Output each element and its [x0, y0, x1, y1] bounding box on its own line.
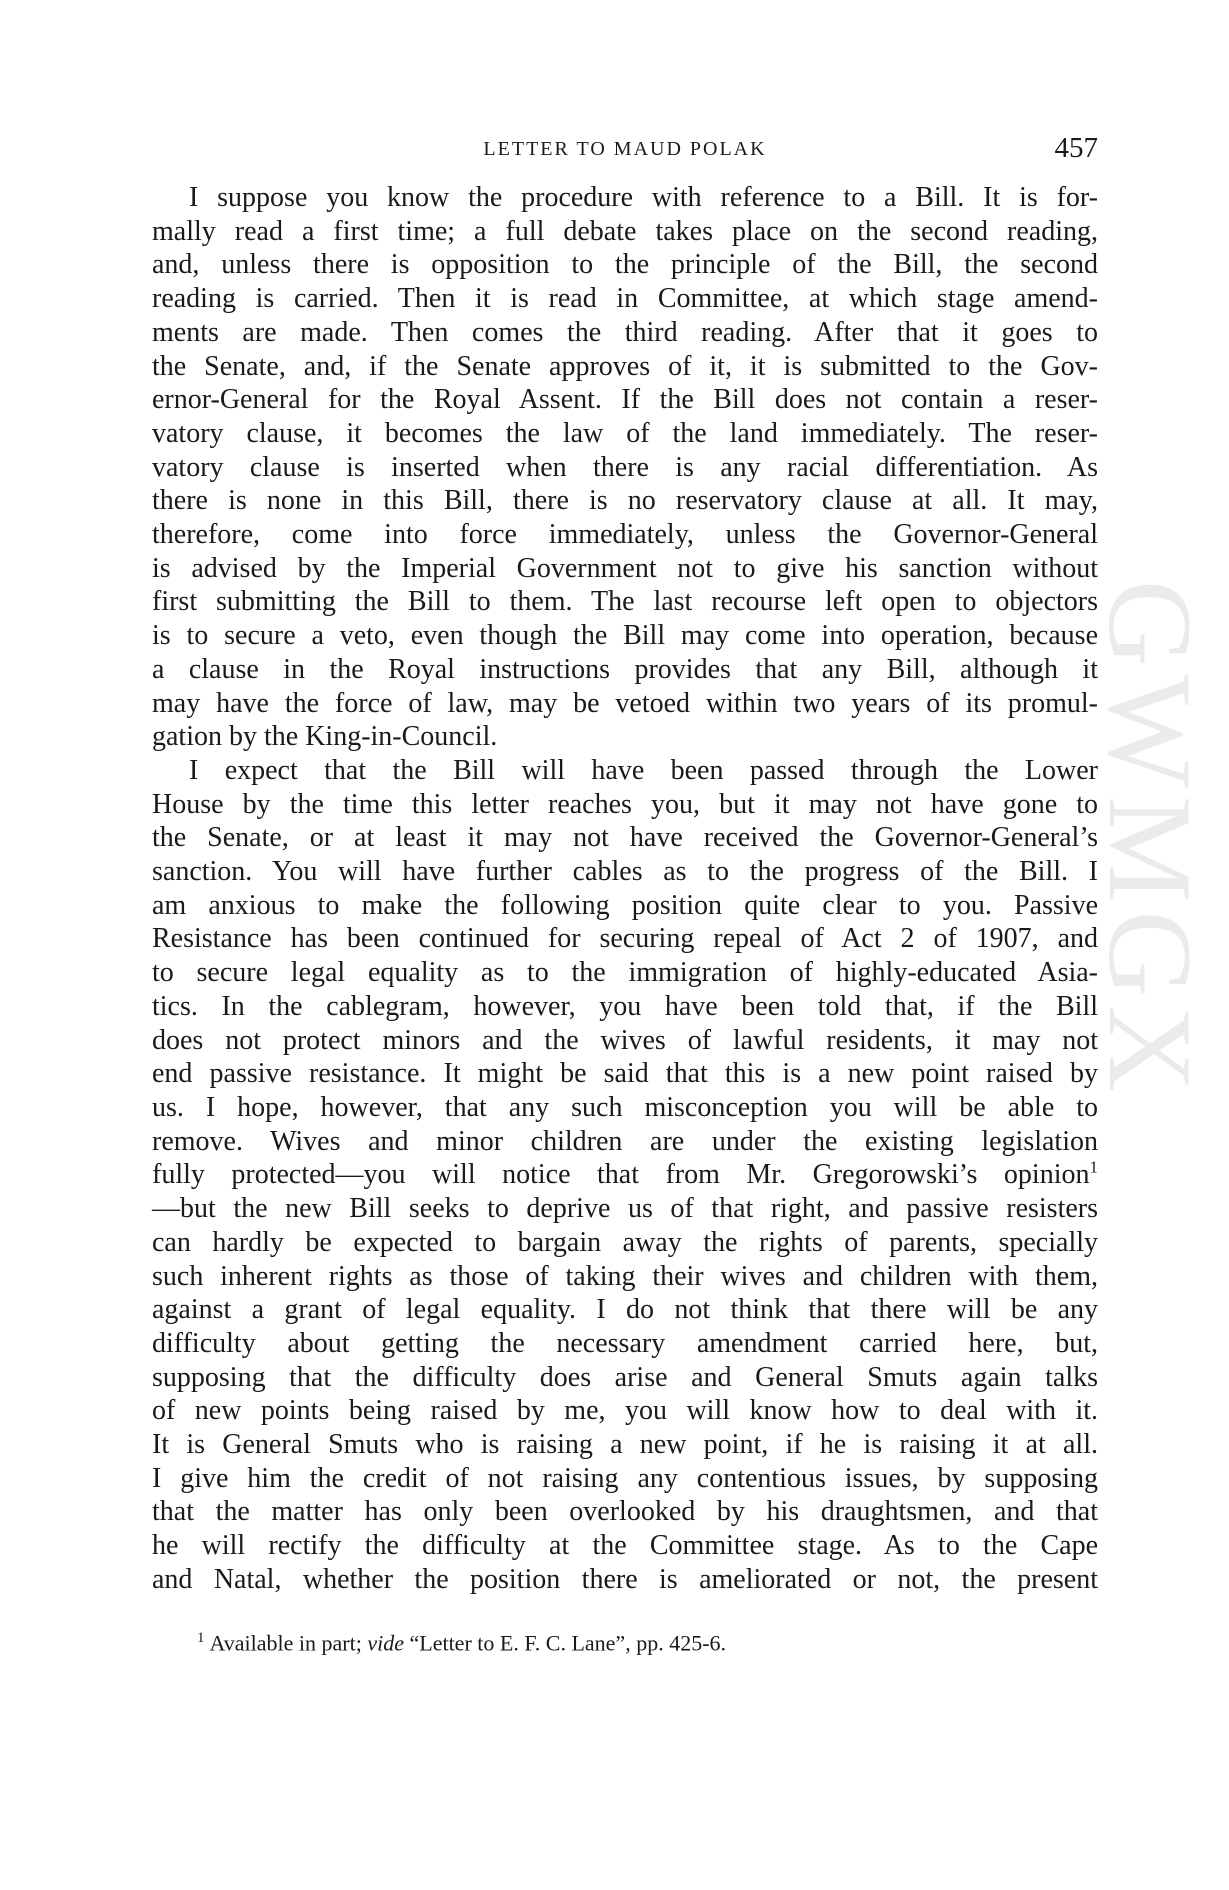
line-text: does not protect minors and the wives of lawful residents, it may not — [152, 1024, 1098, 1056]
line-text: such inherent rights as those of taking their wives and children with them, — [152, 1260, 1098, 1292]
line-text: therefore, come into force immediately, unless the Governor-General — [152, 519, 1098, 551]
line-text: there is none in this Bill, there is no reservatory clause at all. It may, — [152, 485, 1098, 517]
text-line — [152, 788, 1098, 822]
line-text: that the matter has only been overlooked by his draughtsmen, and that — [152, 1496, 1098, 1528]
text-line — [152, 1428, 1098, 1462]
page-header — [152, 132, 1098, 168]
text-line — [152, 1394, 1098, 1428]
text-line — [152, 383, 1098, 417]
text-line — [152, 350, 1098, 384]
line-text: supposing that the difficulty does arise and General Smuts again talks — [152, 1361, 1098, 1393]
line-text: may have the force of law, may be vetoed within two years of its promul- — [152, 687, 1098, 719]
line-text: against a grant of legal equality. I do not think that there will be any — [152, 1294, 1098, 1326]
footnote-mark: 1 — [197, 1630, 205, 1646]
footnote — [197, 1630, 726, 1656]
text-line — [152, 1125, 1098, 1159]
text-line — [152, 248, 1098, 282]
text-line — [152, 922, 1098, 956]
footnote-reference: 1 — [1089, 1158, 1098, 1178]
text-line — [152, 720, 1098, 754]
line-text: I suppose you know the procedure with reference to a Bill. It is for- — [189, 182, 1098, 213]
line-text: mally read a first time; a full debate takes place on the second reading, — [152, 215, 1098, 247]
line-text: fully protected—you will notice that from Mr. Gregorowski’s opinion — [152, 1159, 1090, 1191]
line-text: vatory clause, it becomes the law of the land immediately. The reser- — [152, 417, 1098, 449]
line-text: Resistance has been continued for securing repeal of Act 2 of 1907, and — [152, 923, 1098, 955]
text-line — [152, 1158, 1098, 1192]
line-text: us. I hope, however, that any such misconception you will be able to — [152, 1091, 1098, 1123]
line-text: and Natal, whether the position there is ameliorated or not, the present — [152, 1563, 1098, 1595]
line-text: a clause in the Royal instructions provides that any Bill, although it — [152, 653, 1098, 685]
line-text: It is General Smuts who is raising a new point, if he is raising it at all. — [152, 1429, 1098, 1461]
text-line — [152, 619, 1098, 653]
text-line — [152, 821, 1098, 855]
text-line — [152, 518, 1098, 552]
text-line — [152, 1529, 1098, 1563]
text-line — [152, 990, 1098, 1024]
line-text: can hardly be expected to bargain away the rights of parents, specially — [152, 1226, 1098, 1258]
text-line — [152, 1260, 1098, 1294]
line-text: tics. In the cablegram, however, you have been told that, if the Bill — [152, 990, 1098, 1022]
watermark: GWMGX — [1084, 580, 1217, 1100]
line-text: he will rectify the difficulty at the Committee stage. As to the Cape — [152, 1530, 1098, 1562]
text-line — [152, 316, 1098, 350]
text-line — [152, 484, 1098, 518]
line-text: am anxious to make the following position quite clear to you. Passive — [152, 889, 1098, 921]
line-text: remove. Wives and minor children are under the existing legislation — [152, 1125, 1098, 1157]
line-text: ments are made. Then comes the third reading. After that it goes to — [152, 316, 1098, 348]
footnote-text-after: “Letter to E. F. C. Lane”, pp. 425-6. — [403, 1630, 727, 1656]
line-text: —but the new Bill seeks to deprive us of that right, and passive resisters — [152, 1193, 1098, 1225]
line-text: I expect that the Bill will have been passed through the Lower — [189, 754, 1098, 786]
line-text: gation by the King-in-Council. — [152, 721, 498, 753]
text-line — [152, 1091, 1098, 1125]
text-line — [152, 1226, 1098, 1260]
text-line — [152, 956, 1098, 990]
text-line — [152, 451, 1098, 485]
line-text: the Senate, or at least it may not have received the Governor-General’s — [152, 822, 1098, 854]
line-text: first submitting the Bill to them. The last recourse left open to objectors — [152, 586, 1098, 618]
line-text: and, unless there is opposition to the principle of the Bill, the second — [152, 249, 1098, 281]
text-line — [152, 282, 1098, 316]
text-line — [152, 417, 1098, 451]
line-text: the Senate, and, if the Senate approves of it, it is submitted to the Gov- — [152, 350, 1098, 382]
body-text — [152, 181, 1098, 1597]
text-line — [152, 855, 1098, 889]
line-text: I give him the credit of not raising any contentious issues, by supposing — [152, 1462, 1098, 1494]
line-text: end passive resistance. It might be said that this is a new point raised by — [152, 1058, 1098, 1090]
text-line — [152, 1495, 1098, 1529]
text-line — [152, 215, 1098, 249]
text-line — [152, 552, 1098, 586]
line-text: difficulty about getting the necessary amendment carried here, but, — [152, 1327, 1098, 1359]
line-text: of new points being raised by me, you will know how to deal with it. — [152, 1395, 1098, 1427]
text-line — [152, 585, 1098, 619]
text-line — [152, 889, 1098, 923]
line-text: House by the time this letter reaches you, but it may not have gone to — [152, 788, 1098, 820]
text-line — [152, 1327, 1098, 1361]
page-number: 457 — [1054, 132, 1098, 164]
line-text: is advised by the Imperial Government not to give his sanction without — [152, 552, 1098, 584]
text-line — [152, 1057, 1098, 1091]
line-text: to secure legal equality as to the immigration of highly-educated Asia- — [152, 957, 1098, 989]
text-line — [152, 1563, 1098, 1597]
text-line — [152, 687, 1098, 721]
text-line — [152, 754, 1098, 788]
text-line — [152, 1192, 1098, 1226]
text-line — [152, 1462, 1098, 1496]
text-line — [152, 1293, 1098, 1327]
text-line — [152, 653, 1098, 687]
text-line — [152, 1361, 1098, 1395]
text-line — [152, 181, 1098, 215]
line-text: ernor-General for the Royal Assent. If the Bill does not contain a reser- — [152, 384, 1098, 416]
line-text: is to secure a veto, even though the Bill may come into operation, because — [152, 620, 1098, 652]
footnote-vide: vide — [367, 1630, 404, 1656]
running-head: LETTER TO MAUD POLAK — [483, 138, 767, 160]
line-text: vatory clause is inserted when there is any racial differentiation. As — [152, 451, 1098, 483]
line-text: reading is carried. Then it is read in Committee, at which stage amend- — [152, 283, 1098, 315]
text-line — [152, 1024, 1098, 1058]
line-text: sanction. You will have further cables as to the progress of the Bill. I — [152, 856, 1098, 888]
footnote-text-before: Available in part; — [209, 1630, 368, 1656]
